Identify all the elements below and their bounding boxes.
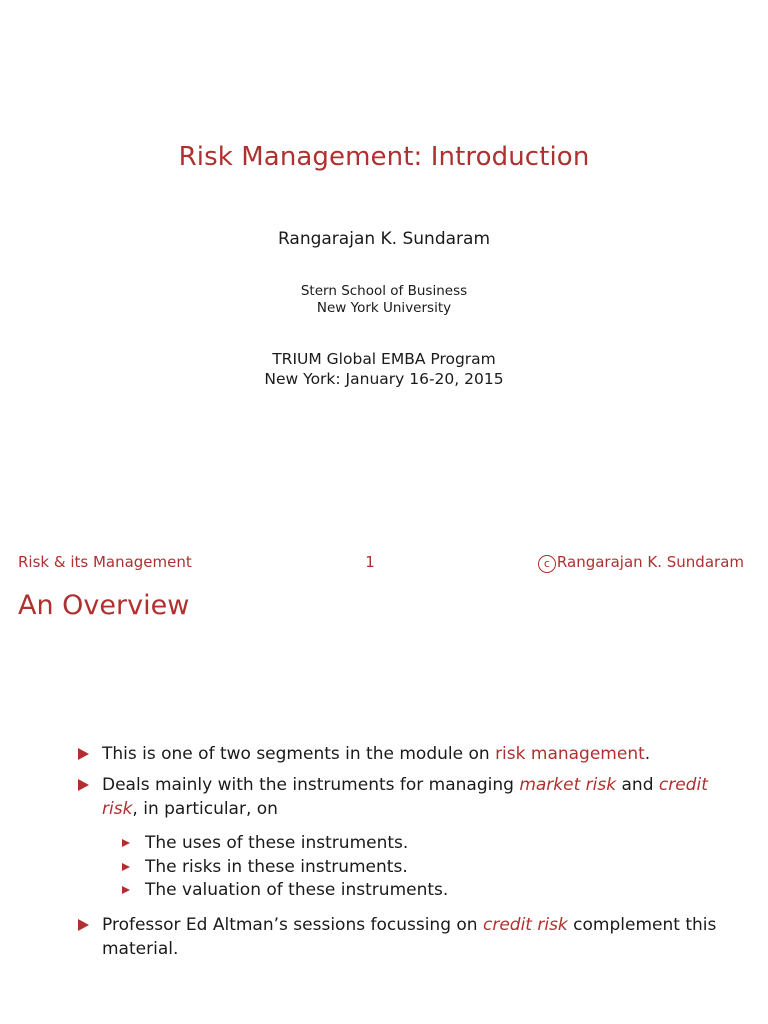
event-info [0,349,768,389]
event-line-2: New York: January 16-20, 2015 [264,370,504,388]
institute-line-2: New York University [316,300,452,316]
highlight-credit-line1: credit [658,775,708,795]
bullet-text: This is one of two segments in the module on risk management. [102,744,651,764]
sub-bullet-text: The risks in these instruments. [145,857,408,877]
highlight-credit-risk: credit risk [482,915,568,935]
footer-copyright-holder: Rangarajan K. Sundaram [556,553,744,571]
highlight-credit-line2: risk [102,799,133,819]
sub-bullet-triangle-icon [122,886,130,894]
bullet-triangle-icon [78,919,89,931]
slide-footer [0,553,768,575]
highlight-risk-management: risk management [495,744,645,764]
footer-page-number: 1 [365,553,375,571]
sub-bullet-text: The valuation of these instruments. [145,880,449,900]
event-line-1: TRIUM Global EMBA Program [272,350,496,368]
footer-copyright [538,553,744,573]
footer-short-title: Risk & its Management [18,553,192,571]
sub-bullet-triangle-icon [122,839,130,847]
author-name: Rangarajan K. Sundaram [277,229,491,249]
bullet-text: Deals mainly with the instruments for managing market risk and credit risk, in particular, on [102,775,708,819]
highlight-market-risk: market risk [519,775,617,795]
institute-line-1: Stern School of Business [300,283,468,299]
institute [0,283,768,317]
frame-title: An Overview [18,590,190,621]
sub-bullet-text: The uses of these instruments. [145,833,409,853]
sub-bullet-triangle-icon [122,863,130,871]
bullet-text: Professor Ed Altman’s sessions focussing on credit risk complement this material. [102,915,717,959]
bullet-triangle-icon [78,779,89,791]
presentation-title: Risk Management: Introduction [178,142,590,172]
bullet-triangle-icon [78,748,89,760]
copyright-icon: c [538,555,556,573]
